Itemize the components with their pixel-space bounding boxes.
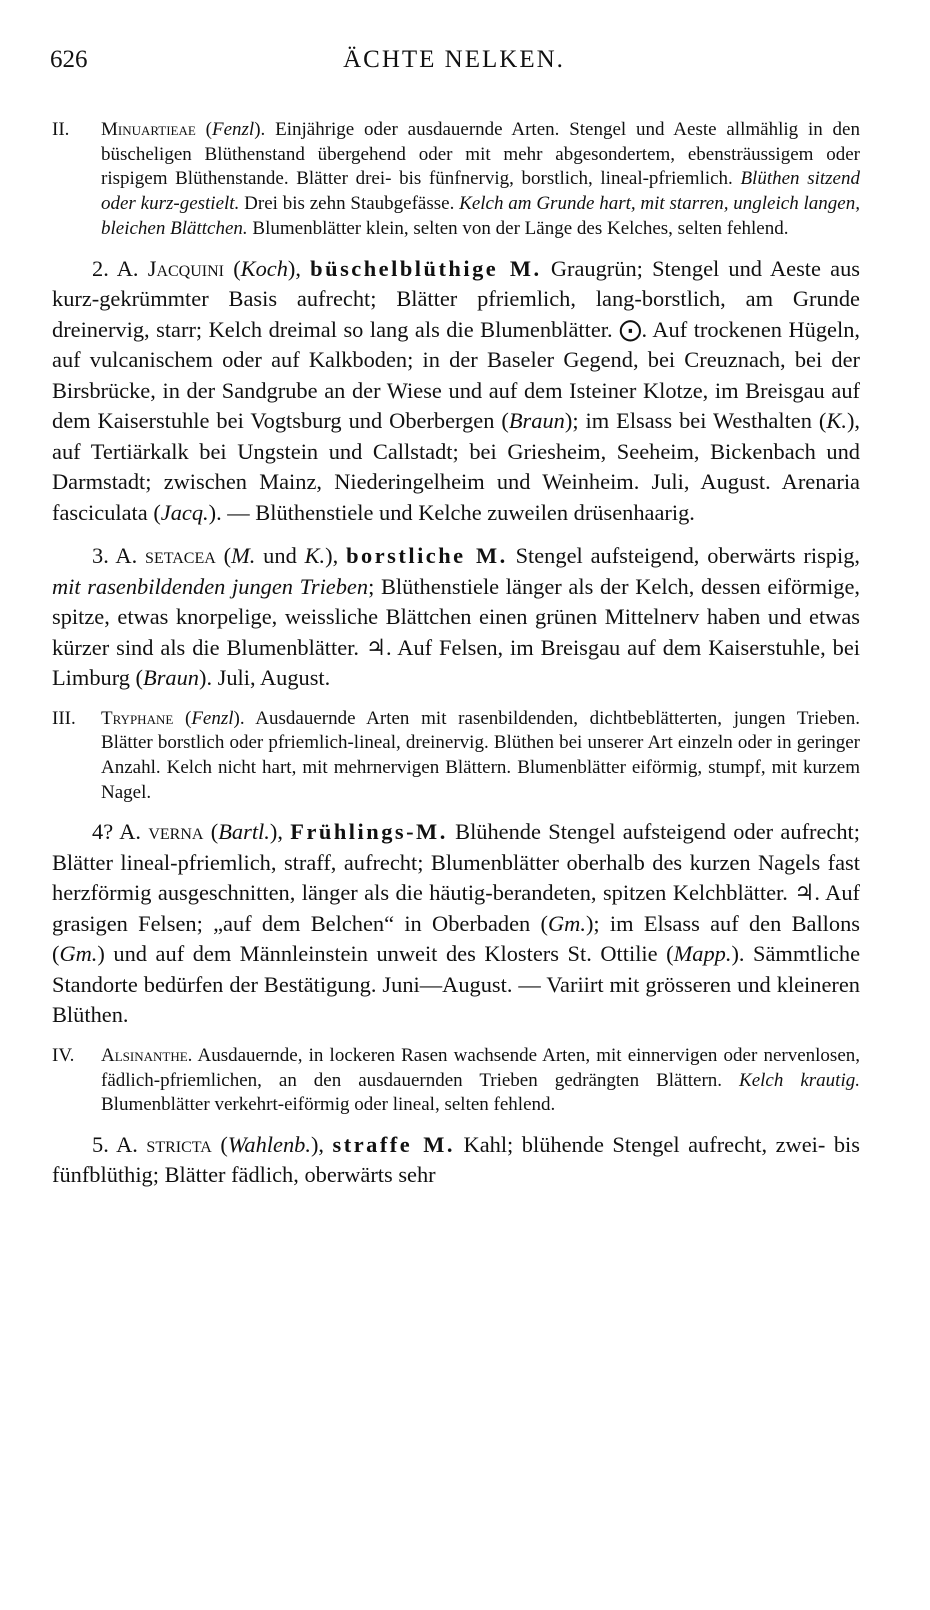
section-text: Ausdauernde, in lockeren Rasen wachsende Arten, mit einnervigen oder nervenlosen, fädlich-pfriemlichen, an den ausdauernden Trieben gedrängten Blättern. — [101, 1044, 860, 1091]
species-name: Jacquini — [147, 255, 224, 281]
section-minuartieae: II. Minuartieae (Fenzl). Einjährige oder ausdauernde Arten. Stengel und Aeste allmählig in den büscheligen Blüthenstand übergehend oder mit mehr abgesondertem, ebensträussigem oder rispigem Blüthenstande. Blätter drei- bis fünfnervig, borstlich, lineal-pfriemlich. Blüthen sitzend oder kurz-gestielt. Drei bis zehn Staubgefässe. Kelch am Grunde hart, mit starren, ungleich langen, bleichen Blättchen. Blumenblätter klein, selten von der Länge des Kelches, selten fehlend. — [52, 119, 860, 239]
species-text: ), auf Tertiärkalk bei Ungstein und Callstadt; bei Griesheim, Seeheim, Bickenbach und Darmstadt; zwischen Mainz, Niederingelheim und Weinheim. Juli, August. Arenaria fasciculata ( — [52, 408, 860, 525]
citation-author: Braun — [143, 665, 199, 691]
running-title: ÄCHTE NELKEN. — [343, 46, 565, 73]
section-text-italic: Kelch am Grunde hart, mit starren, ungleich langen, bleichen Blättchen. — [101, 193, 860, 239]
citation-author: Mapp. — [673, 941, 732, 967]
species-text-italic: mit rasenbildenden jungen Trieben — [52, 573, 369, 599]
citation-author: K. — [826, 408, 847, 434]
section-number: IV. — [52, 1044, 75, 1066]
species-author: K. — [304, 543, 326, 569]
species-text: ). — Blüthenstiele und Kelche zuweilen drüsenhaarig. — [208, 499, 695, 525]
page-number: 626 — [50, 46, 88, 73]
species-stricta: 5. A. stricta (Wahlenb.), straffe M. Kahl; blühende Stengel aufrecht, zwei- bis fünfblüthig; Blätter fädlich, oberwärts sehr — [52, 1131, 860, 1188]
species-text: ). Juli, August. — [199, 665, 331, 691]
section-tryphane: III. Tryphane (Fenzl). Ausdauernde Arten mit rasenbildenden, dichtbeblätterten, jungen Trieben. Blätter borstlich oder pfriemlich-lineal, dreinervig. Blüthen bei unserer Art einzeln oder in geringer Anzahl. Kelch nicht hart, mit mehrnervigen Blättern. Blumenblätter eiförmig, stumpf, mit kurzem Nagel. — [52, 707, 860, 803]
citation-author: Gm. — [548, 910, 586, 936]
species-text: ). Sämmtliche Standorte bedürfen der Bestätigung. Juni—August. — Variirt mit grösseren und kleineren Blüthen. — [52, 941, 861, 1028]
species-author: Bartl. — [218, 819, 270, 845]
section-alsinanthe — [52, 1044, 860, 1118]
species-text: Kahl; blühende Stengel aufrecht, zwei- bis fünfblüthig; Blätter fädlich, oberwärts sehr — [52, 1131, 860, 1188]
species-number: 2. A. — [92, 255, 139, 281]
species-author: M. — [231, 543, 256, 569]
section-text: ). Ausdauernde Arten mit rasenbildenden, dichtbeblätterten, jungen Trieben. Blätter borstlich oder pfriemlich-lineal, dreinervig. Blüthen bei unserer Art einzeln oder in geringer Anzahl. Kelch nicht hart, mit mehrnervigen Blättern. Blumenblätter eiförmig, stumpf, mit kurzem Nagel. — [101, 707, 860, 803]
section-author: Fenzl — [211, 119, 255, 140]
common-name: Frühlings-M. — [290, 819, 448, 845]
page-body — [52, 118, 860, 1204]
section-text-italic: Kelch krautig. — [739, 1069, 860, 1091]
common-name: büschelblüthige M. — [310, 255, 542, 281]
section-author: Fenzl — [191, 707, 234, 729]
perennial-symbol-icon: ♃ — [794, 880, 815, 906]
species-text: Graugrün; Stengel und Aeste aus kurz-gekrümmter Basis aufrecht; Blätter pfriemlich, lang-borstlich, am Grunde dreinervig, starr; Kelch dreimal so lang als die Blumenblätter. — [52, 255, 860, 342]
common-name: straffe M. — [332, 1131, 455, 1157]
species-name: verna — [148, 819, 204, 845]
species-text: ); im Elsass bei Westhalten ( — [564, 408, 827, 434]
species-number: 5. A. — [92, 1131, 138, 1157]
page-header — [50, 46, 858, 82]
section-name: Minuartieae — [101, 119, 196, 140]
section-text: Blumenblätter verkehrt-eiförmig oder lineal, selten fehlend. — [101, 1094, 556, 1116]
species-number: 4? A. — [92, 819, 141, 845]
species-text: . Auf grasigen Felsen; „auf dem Belchen“ in Oberbaden ( — [52, 880, 860, 936]
species-text: ); im Elsass auf den Ballons ( — [52, 910, 860, 967]
section-name: Tryphane — [101, 707, 174, 729]
section-text: Blumenblätter klein, selten von der Länge des Kelches, selten fehlend. — [247, 217, 789, 239]
section-name: Alsinanthe. — [101, 1044, 193, 1066]
species-name: setacea — [145, 543, 216, 569]
perennial-symbol-icon: ♃ — [365, 634, 386, 660]
species-text: und — [255, 543, 305, 569]
section-number: II. — [52, 119, 70, 140]
species-verna: 4? A. verna (Bartl.), Frühlings-M. Blühende Stengel aufsteigend oder aufrecht; Blätter lineal-pfriemlich, straff, aufrecht; Blumenblätter oberhalb des kurzen Nagels fast herzförmig ausgeschnitten, länger als die häutig-berandeten, spitzen Kelchblätter. ♃. Auf grasigen Felsen; „auf dem Belchen“ in Oberbaden (Gm.); im Elsass auf den Ballons (Gm.) und auf dem Männleinstein unweit des Klosters St. Ottilie (Mapp.). Sämmtliche Standorte bedürfen der Bestätigung. Juni—August. — Variirt mit grösseren und kleineren Blüthen. — [52, 819, 861, 1028]
species-text: . Auf trockenen Hügeln, auf vulcanischem oder auf Kalkboden; in der Baseler Gegend, bei Creuznach, bei der Birsbrücke, in der Sandgrube an der Wiese und auf dem Isteiner Klotze, im Breisgau auf dem Kaiserstuhle bei Vogtsburg und Oberbergen ( — [52, 316, 860, 434]
section-text: Drei bis zehn Staubgefässe. — [239, 193, 460, 215]
common-name: borstliche M. — [346, 543, 508, 569]
species-text: Stengel aufsteigend, oberwärts rispig, — [507, 543, 860, 569]
species-name: stricta — [146, 1131, 212, 1157]
section-text: ). Einjährige oder ausdauernde Arten. Stengel und Aeste allmählig in den büscheligen Blüthenstand übergehend oder mit mehr abgesondertem, ebensträussigem oder rispigem Blüthenstande. Blätter drei- bis fünfnervig, borstlich, lineal-pfriemlich. — [101, 119, 860, 190]
species-setacea: 3. A. setacea (M. und K.), borstliche M. Stengel aufsteigend, oberwärts rispig, mit rasenbildenden jungen Trieben; Blüthenstiele länger als der Kelch, dessen eiförmige, spitze, etwas knorpelige, weissliche Blättchen einen grünen Mittelnerv haben und etwas kürzer sind als die Blumenblätter. ♃. Auf Felsen, im Breisgau auf dem Kaiserstuhle, bei Limburg (Braun). Juli, August. — [52, 543, 861, 691]
species-author: Wahlenb. — [227, 1131, 311, 1157]
species-jacquini: 2. A. Jacquini (Koch), büschelblüthige M. Graugrün; Stengel und Aeste aus kurz-gekrümmter Basis aufrecht; Blätter pfriemlich, lang-borstlich, am Grunde dreinervig, starr; Kelch dreimal so lang als die Blumenblätter. ⨀. Auf trockenen Hügeln, auf vulcanischem oder auf Kalkboden; in der Baseler Gegend, bei Creuznach, bei der Birsbrücke, in der Sandgrube an der Wiese und auf dem Isteiner Klotze, im Breisgau auf dem Kaiserstuhle bei Vogtsburg und Oberbergen (Braun); im Elsass bei Westhalten (K.), auf Tertiärkalk bei Ungstein und Callstadt; bei Griesheim, Seeheim, Bickenbach und Darmstadt; zwischen Mainz, Niederingelheim und Weinheim. Juli, August. Arenaria fasciculata (Jacq.). — Blüthenstiele und Kelche zuweilen drüsenhaarig. — [52, 255, 860, 525]
annual-symbol-icon: ⨀ — [619, 316, 642, 342]
species-text: ) und auf dem Männleinstein unweit des Klosters St. Ottilie ( — [97, 941, 674, 967]
species-text: ; Blüthenstiele länger als der Kelch, dessen eiförmige, spitze, etwas knorpelige, weissliche Blättchen einen grünen Mittelnerv haben und etwas kürzer sind als die Blumenblätter. — [52, 573, 860, 660]
citation-author: Braun — [508, 408, 565, 434]
section-text-italic: Blüthen sitzend oder kurz-gestielt. — [101, 168, 860, 215]
species-author: Koch — [240, 255, 288, 281]
species-text: . Auf Felsen, im Breisgau auf dem Kaiserstuhle, bei Limburg ( — [52, 634, 861, 691]
species-text: Blühende Stengel aufsteigend oder aufrecht; Blätter lineal-pfriemlich, straff, aufrecht; Blumenblätter oberhalb des kurzen Nagels fast herzförmig ausgeschnitten, länger als die häutig-berandeten, spitzen Kelchblätter. — [52, 819, 860, 906]
citation-author: Jacq. — [160, 499, 209, 525]
section-number: III. — [52, 707, 76, 729]
citation-author: Gm. — [59, 941, 98, 967]
species-number: 3. A. — [92, 543, 138, 569]
